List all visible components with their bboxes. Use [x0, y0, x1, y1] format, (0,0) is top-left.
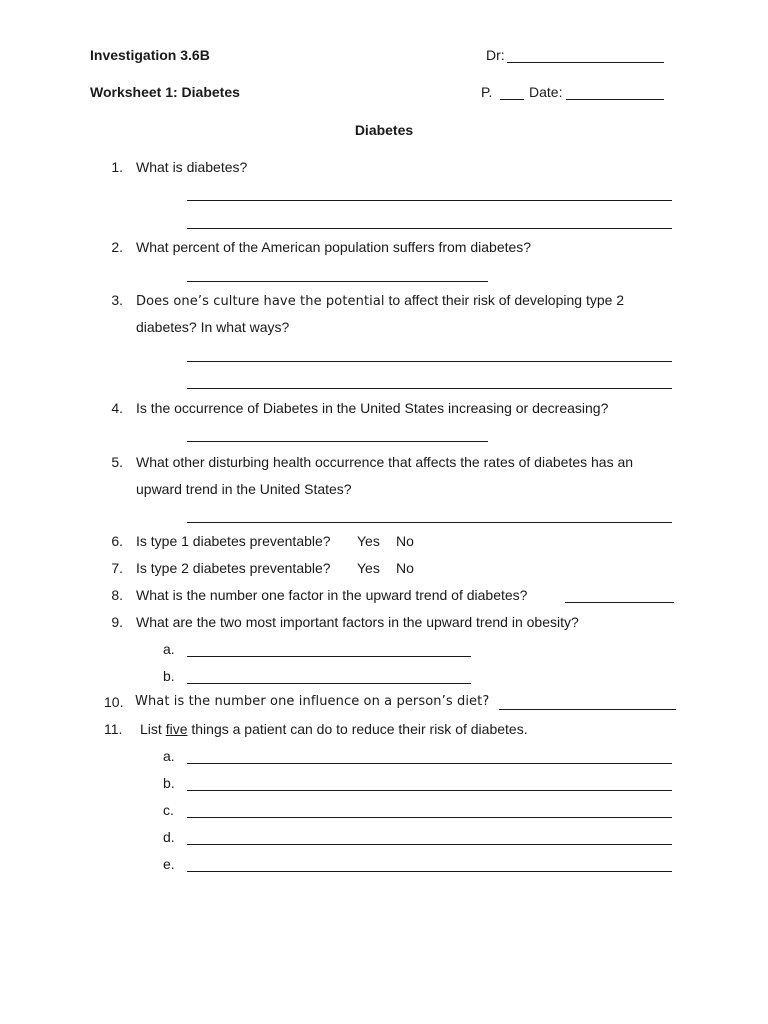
question-text: What is diabetes?	[136, 159, 248, 175]
sub-item-label: b.	[163, 668, 175, 684]
answer-line[interactable]	[187, 281, 488, 282]
question-text: What other disturbing health occurrence that affects the rates of diabetes has an	[136, 454, 634, 470]
question-text: Is type 1 diabetes preventable?	[136, 533, 331, 549]
answer-line[interactable]	[187, 844, 672, 845]
answer-line[interactable]	[187, 683, 471, 684]
sub-item-label: c.	[163, 802, 174, 818]
question-number: 10.	[104, 694, 124, 710]
doctor-name-blank[interactable]	[507, 62, 664, 63]
answer-line[interactable]	[187, 790, 672, 791]
sub-item-label: d.	[163, 829, 175, 845]
emphasized-word: five	[165, 721, 188, 737]
sub-item-label: b.	[163, 775, 175, 791]
question-text: Is type 2 diabetes preventable?	[136, 560, 331, 576]
question-number: 6.	[111, 533, 123, 549]
question-text-line2: upward trend in the United States?	[136, 481, 352, 497]
answer-line[interactable]	[187, 522, 672, 523]
question-text: What percent of the American population suffers from diabetes?	[136, 239, 532, 255]
answer-line[interactable]	[187, 388, 672, 389]
question-text-part: to affect their risk of developing type 2	[384, 292, 625, 308]
no-option[interactable]: No	[396, 533, 414, 549]
answer-line[interactable]	[499, 709, 676, 710]
question-number: 7.	[111, 560, 123, 576]
sub-item-label: a.	[163, 641, 175, 657]
question-text: What are the two most important factors in the upward trend in obesity?	[136, 614, 579, 630]
doctor-label: Dr:	[486, 47, 505, 63]
question-text	[136, 291, 624, 311]
sub-item-label: e.	[163, 856, 175, 872]
question-number: 8.	[111, 587, 123, 603]
answer-line[interactable]	[187, 200, 672, 201]
period-blank[interactable]	[500, 99, 524, 100]
question-text-line2: diabetes? In what ways?	[136, 319, 290, 335]
question-number: 5.	[111, 454, 123, 470]
question-text-part: things a patient can do to reduce their risk of diabetes.	[187, 721, 528, 737]
yes-option[interactable]: Yes	[357, 560, 380, 576]
answer-line[interactable]	[187, 817, 672, 818]
question-text: Is the occurrence of Diabetes in the United States increasing or decreasing?	[136, 400, 609, 416]
question-text-part: List	[140, 721, 166, 737]
answer-line[interactable]	[187, 361, 672, 362]
period-label: P.	[481, 84, 493, 100]
question-number: 3.	[111, 292, 123, 308]
question-number: 9.	[111, 614, 123, 630]
page-title: Diabetes	[354, 122, 414, 138]
worksheet-label: Worksheet 1: Diabetes	[90, 84, 240, 100]
no-option[interactable]: No	[396, 560, 414, 576]
question-text: What is the number one influence on a person’s diet?	[135, 694, 490, 709]
answer-line[interactable]	[187, 871, 672, 872]
yes-option[interactable]: Yes	[357, 533, 380, 549]
question-text	[140, 720, 528, 738]
investigation-label: Investigation 3.6B	[90, 47, 210, 63]
date-blank[interactable]	[566, 99, 664, 100]
answer-line[interactable]	[565, 602, 674, 603]
question-number: 11.	[104, 721, 123, 737]
question-text-part: Does one’s culture have the potential	[136, 294, 385, 309]
date-label: Date:	[529, 84, 563, 100]
question-number: 4.	[111, 400, 123, 416]
answer-line[interactable]	[187, 228, 672, 229]
question-number: 1.	[111, 159, 123, 175]
answer-line[interactable]	[187, 763, 672, 764]
answer-line[interactable]	[187, 656, 471, 657]
question-number: 2.	[111, 239, 123, 255]
sub-item-label: a.	[163, 748, 175, 764]
answer-line[interactable]	[187, 441, 488, 442]
question-text: What is the number one factor in the upward trend of diabetes?	[136, 587, 528, 603]
